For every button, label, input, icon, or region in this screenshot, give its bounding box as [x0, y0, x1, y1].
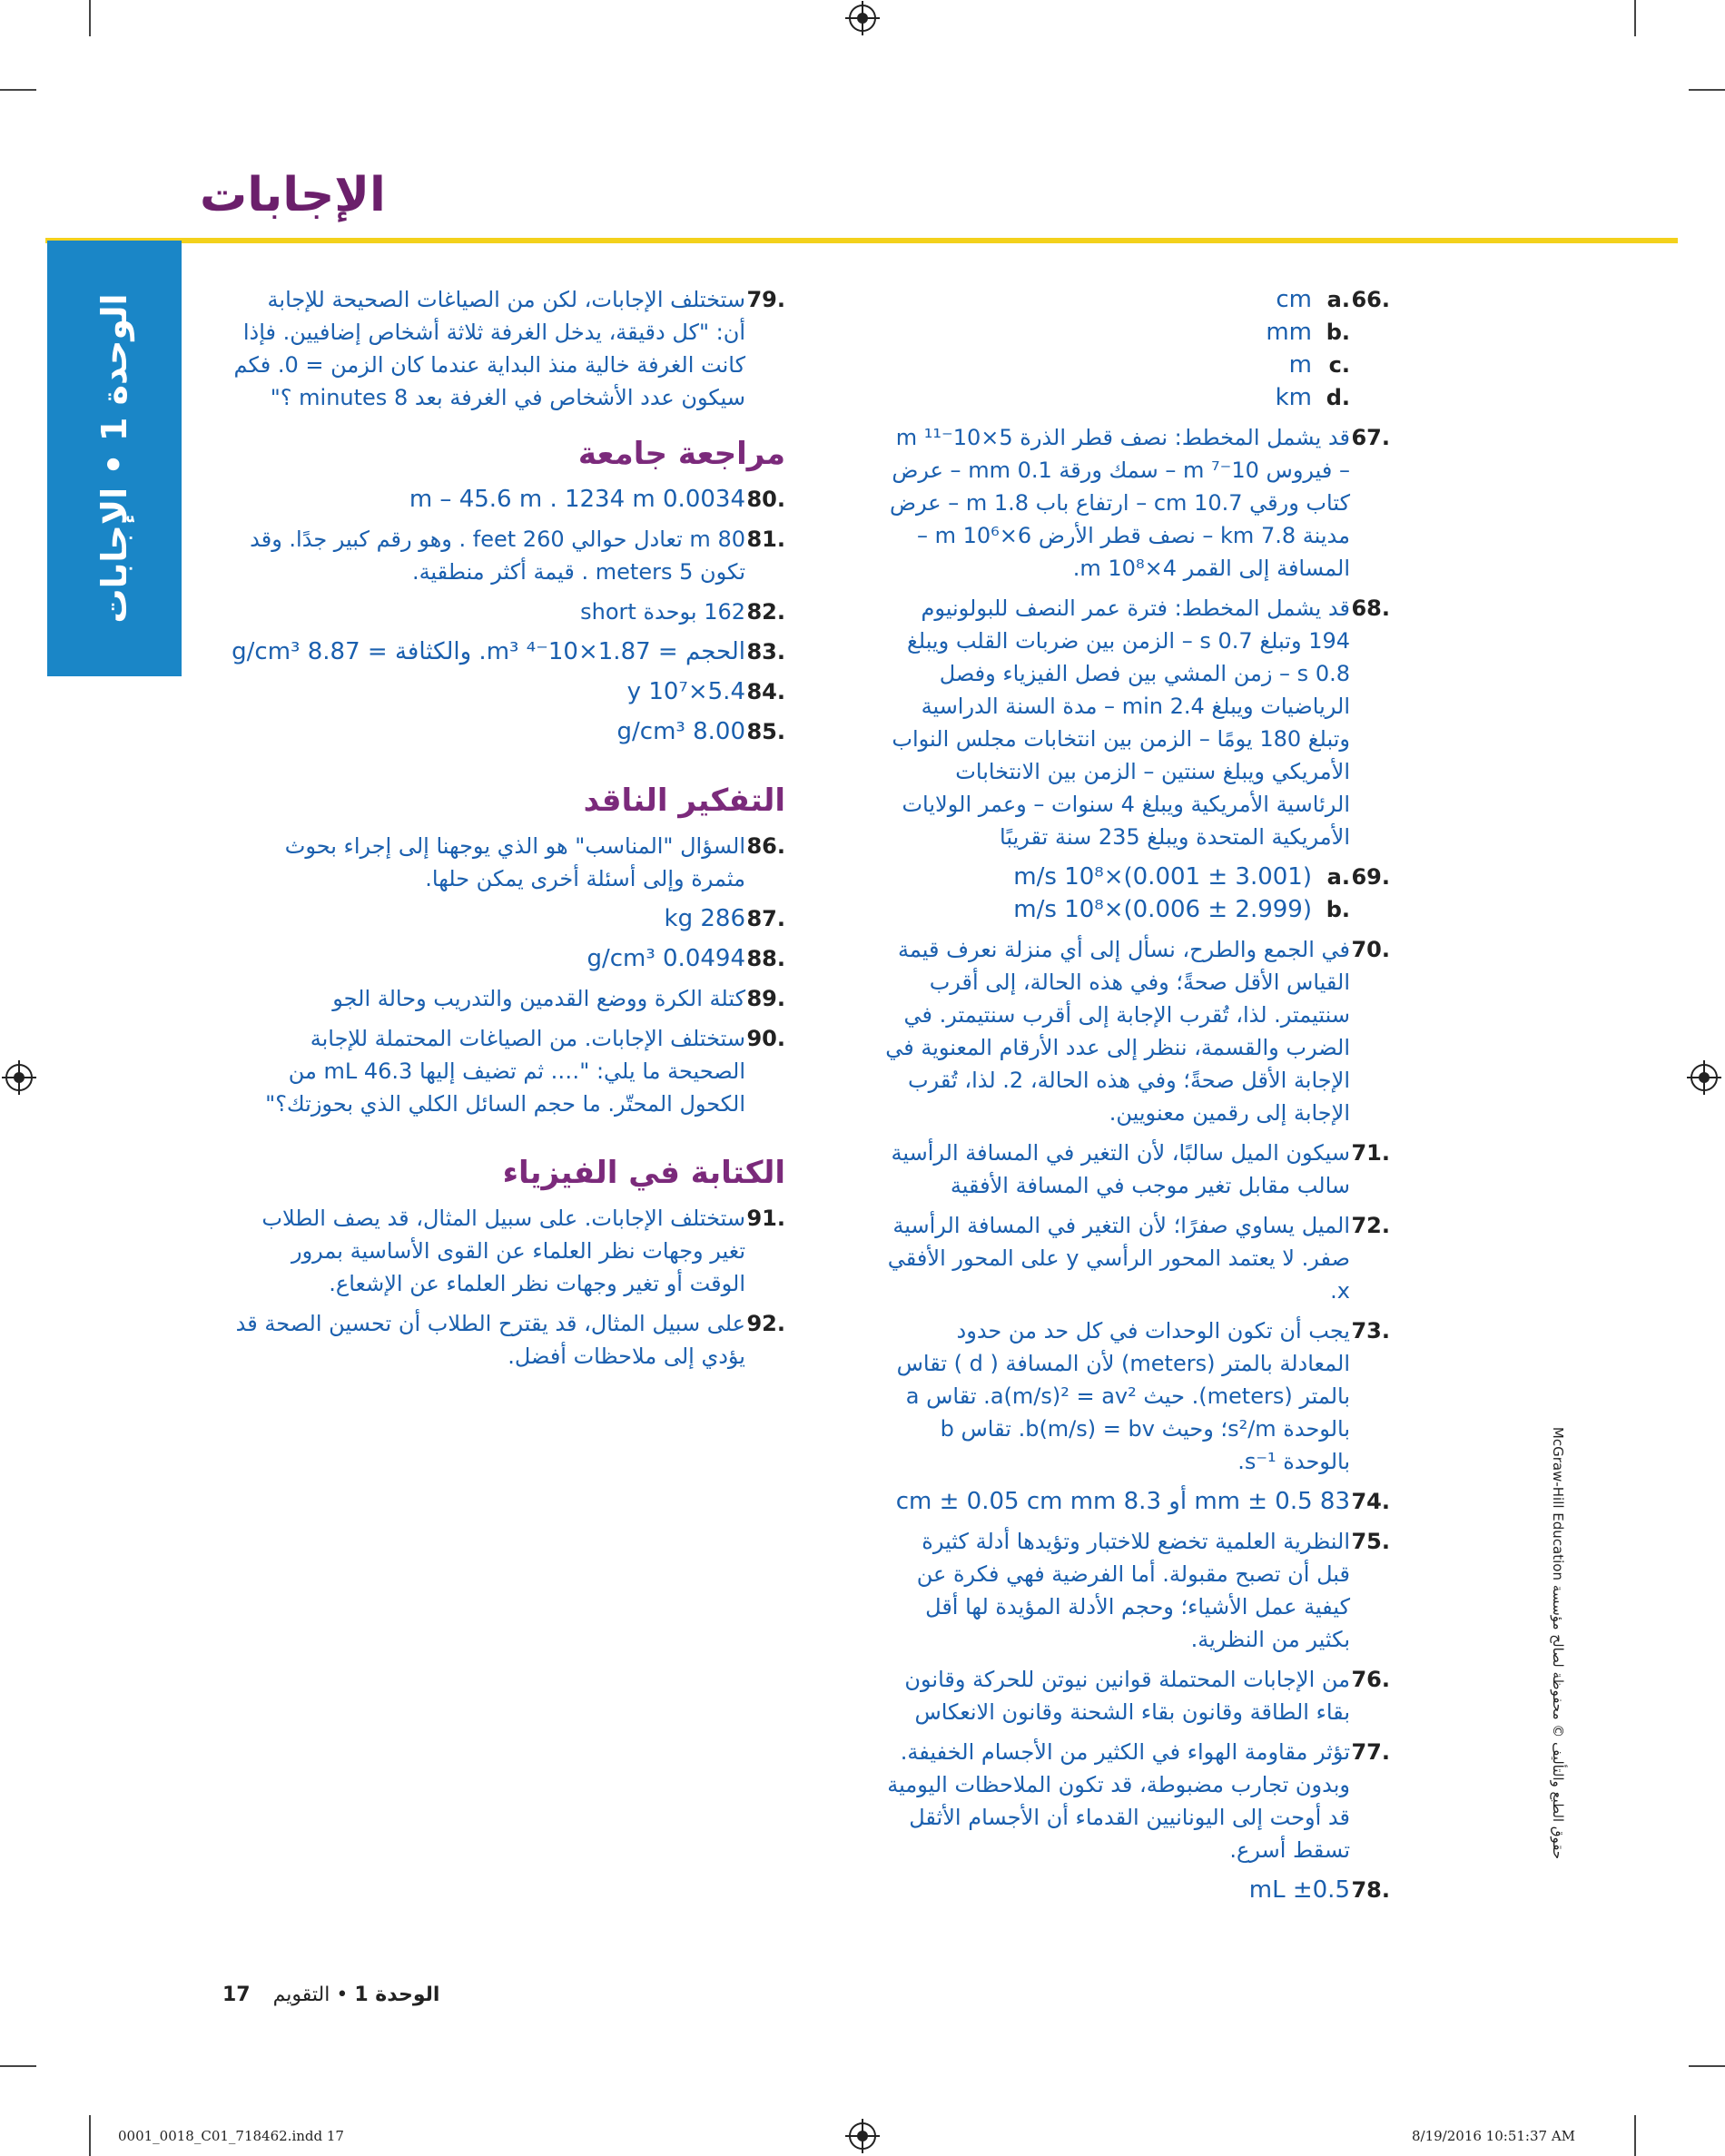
answer-item	[232, 483, 785, 516]
answer-item	[885, 1663, 1390, 1728]
side-tab-label: الوحدة 1 • الإجابات	[94, 293, 134, 624]
answer-number: .71	[1351, 1140, 1390, 1166]
answer-sub-item: .b (2.999 ± 0.006)×10⁸ m/s	[1013, 896, 1350, 923]
answer-number: .66	[1351, 287, 1390, 312]
answer-text: يجب أن تكون الوحدات في كل حد من حدود المعادلة بالمتر (meters) لأن المسافة ( d ) تقاس بالمتر (meters). حيث a(m/s)² = av². تقاس a بالوحدة s²/m؛ وحيث b(m/s) = bv. تقاس b بالوحدة s⁻¹.	[896, 1318, 1350, 1474]
answer-text: ستختلف الإجابات. على سبيل المثال، قد يصف الطلاب تغير وجهات نظر العلماء عن القوى الأساسية بمرور الوقت أو تغير وجهات نظر العلماء عن الإشعاع.	[261, 1206, 745, 1296]
answer-number: .81	[746, 527, 785, 552]
answer-sub-item: .c m	[1288, 351, 1350, 379]
answer-number: .75	[1351, 1529, 1390, 1554]
answer-text: الحجم = 1.87×10⁻⁴ m³. والكثافة = 8.87 g/cm³	[232, 638, 745, 665]
answer-item	[232, 715, 785, 748]
answer-text: 286 kg	[664, 905, 745, 932]
crop-mark	[1689, 2065, 1725, 2067]
answer-text: الميل يساوي صفرًا؛ لأن التغير في المسافة الرأسية صفر. لا يعتمد المحور الرأسي y على المحور الأفقي x.	[887, 1213, 1350, 1304]
answer-item	[232, 523, 785, 588]
copyright-text: حقوق الطبع والتأليف © محفوظة لصالح مؤسسة McGraw-Hill Education	[1550, 1426, 1566, 1860]
answer-number: .86	[746, 833, 785, 859]
answer-number: .68	[1351, 596, 1390, 621]
crop-mark	[1634, 2115, 1636, 2156]
answer-item	[885, 1485, 1390, 1518]
answer-item	[885, 592, 1390, 853]
footer-section: التقويم	[272, 1984, 330, 2006]
title-rule	[45, 238, 1678, 243]
answer-item	[885, 861, 1390, 926]
print-slug-file: 0001_0018_C01_718462.indd 17	[118, 2128, 344, 2144]
answer-item	[885, 421, 1390, 585]
answer-text: ±0.5 mL	[1248, 1876, 1350, 1904]
answer-number: .85	[746, 719, 785, 744]
answer-item	[885, 283, 1390, 414]
answer-text: 8.00 g/cm³	[616, 718, 745, 745]
crop-mark	[89, 0, 91, 36]
answer-item	[885, 1314, 1390, 1478]
crop-mark	[0, 89, 36, 91]
answer-number: .70	[1351, 937, 1390, 962]
answer-item	[885, 1874, 1390, 1906]
answer-text: 5.4×10⁷ y	[626, 678, 745, 705]
unit-side-tab	[47, 241, 182, 676]
page-number: 17	[222, 1984, 251, 2006]
section-heading-review: مراجعة جامعة	[577, 436, 785, 472]
answer-item	[885, 1525, 1390, 1656]
answer-item	[232, 675, 785, 708]
answer-item	[885, 1736, 1390, 1866]
answer-text: 0.0034 m – 45.6 m . 1234 m	[409, 486, 745, 513]
answer-text: النظرية العلمية تخضع للاختبار وتؤيدها أدلة كثيرة قبل أن تصبح مقبولة. أما الفرضية فهي فكرة عن كيفية عمل الأشياء؛ وحجم الأدلة المؤيدة لها أقل بكثير من النظرية.	[916, 1529, 1350, 1652]
footer-unit: الوحدة 1	[354, 1984, 440, 2006]
registration-mark-icon	[1690, 1064, 1718, 1091]
answer-text: كتلة الكرة ووضع القدمين والتدريب وحالة الجو	[332, 986, 745, 1011]
answer-text: 80 m تعادل حوالي 260 feet . وهو رقم كبير جدًا. وقد تكون 5 meters . قيمة أكثر منطقية.	[250, 527, 745, 585]
answer-number: .78	[1351, 1877, 1390, 1903]
crop-mark	[1689, 89, 1725, 91]
answer-item	[232, 902, 785, 935]
registration-mark-icon	[5, 1064, 33, 1091]
crop-mark	[89, 2115, 91, 2156]
answer-item	[232, 635, 785, 668]
answer-text: من الإجابات المحتملة قوانين نيوتن للحركة وقانون بقاء الطاقة وقانون بقاء الشحنة وقانون الانعكاس	[904, 1667, 1350, 1725]
answer-item	[232, 942, 785, 975]
answer-number: .89	[746, 986, 785, 1011]
answer-item	[232, 1307, 785, 1373]
answer-item	[232, 1202, 785, 1300]
answer-number: .80	[746, 487, 785, 512]
answer-text: 83 mm ± 0.5 أو 8.3 cm ± 0.05 cm mm	[895, 1488, 1350, 1515]
answer-number: .79	[746, 287, 785, 312]
answer-number: .69	[1351, 864, 1390, 890]
answer-number: .90	[746, 1026, 785, 1051]
answer-text: سيكون الميل سالبًا، لأن التغير في المسافة الرأسية سالب مقابل تغير موجب في المسافة الأفقية	[891, 1140, 1350, 1198]
answer-item	[232, 982, 785, 1015]
answer-number: .83	[746, 639, 785, 665]
answer-number: .74	[1351, 1489, 1390, 1514]
answer-item	[885, 933, 1390, 1129]
answer-number: .73	[1351, 1318, 1390, 1344]
answer-text: ستختلف الإجابات، لكن من الصياغات الصحيحة للإجابة أن: "كل دقيقة، يدخل الغرفة ثلاثة أشخاص إضافيين. فإذا كانت الغرفة خالية منذ البداية عندما كان الزمن = 0. فكم سيكون عدد الأشخاص في الغرفة بعد 8 minutes ؟"	[233, 287, 745, 410]
answers-column-left	[232, 283, 785, 1380]
answer-text: قد يشمل المخطط: فترة عمر النصف للبولونيوم 194 وتبلغ 0.7 s – الزمن بين ضربات القلب ويبلغ 0.8 s – زمن المشي بين فصل الفيزياء وفصل الرياضيات ويبلغ 2.4 min – مدة السنة الدراسية وتبلغ 180 يومًا – الزمن بين انتخابات مجلس النواب الأمريكي ويبلغ سنتين – الزمن بين الانتخابات الرئاسية الأمريكية ويبلغ 4 سنوات – وعمر الولايات الأمريكية المتحدة ويبلغ 235 سنة تقريبًا	[892, 596, 1350, 850]
answer-item	[232, 283, 785, 414]
page-title: الإجابات	[200, 168, 386, 222]
section-heading-writing-in-physics: الكتابة في الفيزياء	[502, 1155, 785, 1191]
answer-sub-item: .a cm	[1276, 286, 1350, 313]
answer-number: .92	[746, 1311, 785, 1336]
answer-number: .87	[746, 906, 785, 931]
registration-mark-icon	[849, 5, 876, 32]
crop-mark	[1634, 0, 1636, 36]
answer-text: على سبيل المثال، قد يقترح الطلاب أن تحسين الصحة قد يؤدي إلى ملاحظات أفضل.	[235, 1311, 745, 1369]
crop-mark	[0, 2065, 36, 2067]
answer-text: 162 بوحدة short	[580, 599, 745, 625]
answer-number: .91	[746, 1206, 785, 1231]
answer-number: .82	[746, 599, 785, 625]
print-slug-date: 8/19/2016 10:51:37 AM	[1412, 2128, 1576, 2144]
answer-text: ستختلف الإجابات. من الصياغات المحتملة للإجابة الصحيحة ما يلي: "…. ثم تضيف إليها 46.3 mL من الكحول المحتّر. ما حجم السائل الكلي الذي بحوزتك؟"	[265, 1026, 745, 1117]
answer-item	[232, 596, 785, 628]
answer-number: .72	[1351, 1213, 1390, 1238]
answer-text: في الجمع والطرح، نسأل إلى أي منزلة نعرف قيمة القياس الأقل صحةً؛ وفي هذه الحالة، إلى أقرب سنتيمتر. لذا، تُقرب الإجابة إلى أقرب سنتيمتر. في الضرب والقسمة، ننظر إلى عدد الأرقام المعنوية في الإجابة الأقل صحةً؛ وفي هذه الحالة، 2. لذا، تُقرب الإجابة إلى رقمين معنويين.	[885, 937, 1350, 1126]
answer-text: السؤال "المناسب" هو الذي يوجهنا إلى إجراء بحوث مثمرة وإلى أسئلة أخرى يمكن حلها.	[284, 833, 745, 891]
answer-text: تؤثر مقاومة الهواء في الكثير من الأجسام الخفيفة. وبدون تجارب مضبوطة، قد تكون الملاحظات اليومية قد أوحت إلى اليونانيين القدماء أن الأجسام الأثقل تسقط أسرع.	[887, 1739, 1350, 1863]
answer-text: قد يشمل المخطط: نصف قطر الذرة 5×10⁻¹¹ m – فيروس 10⁻⁷ m – سمك ورقة 0.1 mm – عرض كتاب ورقي 10.7 cm – ارتفاع باب 1.8 m – عرض مدينة 7.8 km – نصف قطر الأرض 6×10⁶ m – المسافة إلى القمر 4×10⁸ m.	[889, 425, 1350, 581]
page-footer: الوحدة 1 • التقويم 17	[222, 1984, 440, 2006]
copyright-notice	[1546, 1375, 1570, 1911]
answer-number: .84	[746, 679, 785, 704]
answer-text: 0.0494 g/cm³	[586, 945, 745, 972]
answer-number: .67	[1351, 425, 1390, 450]
answers-column-right	[885, 283, 1390, 1914]
answer-item	[885, 1137, 1390, 1202]
answer-item	[232, 830, 785, 895]
answer-item	[232, 1022, 785, 1120]
answer-sub-item: .b mm	[1266, 319, 1350, 346]
answer-item	[885, 1209, 1390, 1307]
answer-sub-item: .d km	[1275, 384, 1350, 411]
answer-sub-item: .a (3.001 ± 0.001)×10⁸ m/s	[1013, 863, 1350, 891]
section-heading-critical-thinking: التفكير الناقد	[583, 783, 785, 819]
registration-mark-icon	[849, 2122, 876, 2150]
answer-number: .76	[1351, 1667, 1390, 1692]
answer-number: .88	[746, 946, 785, 971]
answer-number: .77	[1351, 1739, 1390, 1765]
